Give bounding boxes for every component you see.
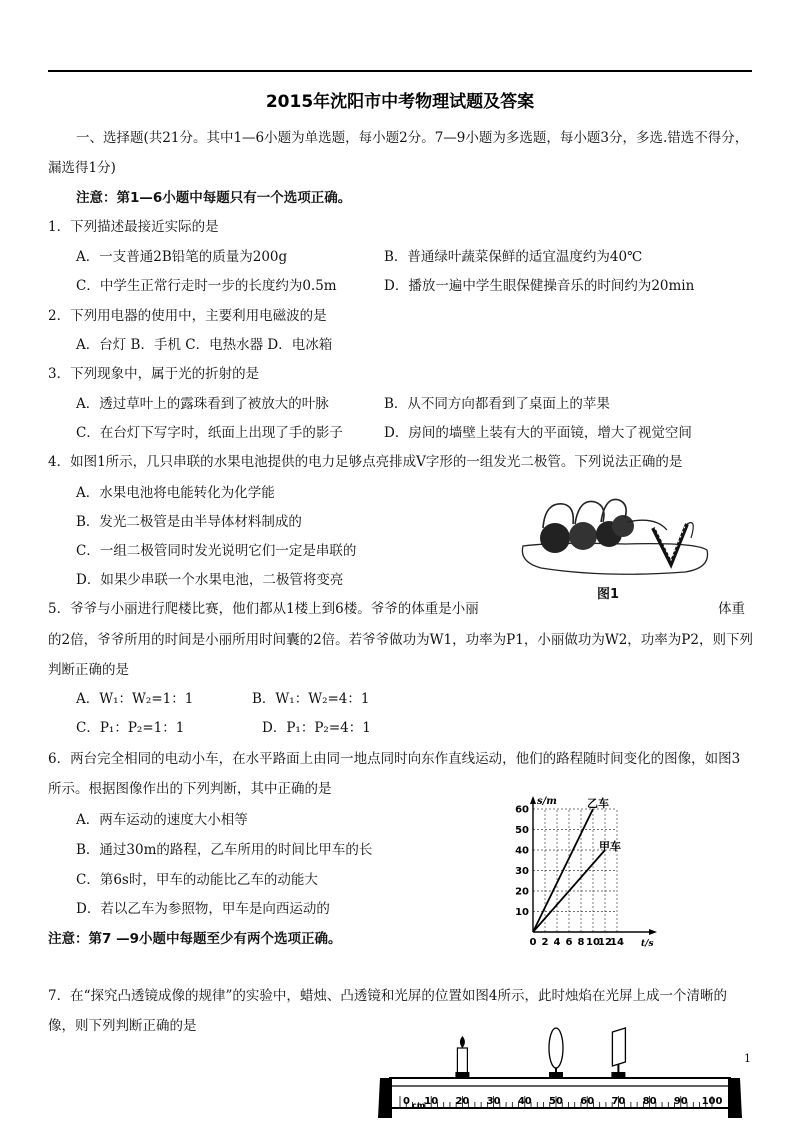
q3-option-b: B．从不同方向都看到了桌面上的苹果	[384, 396, 610, 412]
q3-option-c: C．在台灯下写字时，纸面上出现了手的影子	[76, 425, 343, 441]
q4-option-a: A．水果电池将电能转化为化学能	[76, 485, 275, 501]
lens-holder	[549, 1072, 563, 1079]
ruler-label: 60	[580, 1096, 595, 1107]
light-screen	[612, 1028, 625, 1066]
x-axis-arrow	[649, 929, 657, 935]
q6-option-b: B．通过30m的路程，乙车所用的时间比甲车的长	[76, 842, 373, 858]
q1-stem: 1．下列描述最接近实际的是	[48, 219, 219, 235]
q5-option-c: C．P₁：P₂=1：1	[76, 720, 185, 736]
page-title: 2015年沈阳市中考物理试题及答案	[265, 92, 535, 112]
ruler-unit: cm	[412, 1101, 426, 1110]
q5-option-a: A．W₁：W₂=1：1	[76, 691, 194, 707]
y-tick-label: 50	[515, 825, 529, 836]
ruler-label: 30	[486, 1096, 501, 1107]
q4-option-c: C．一组二极管同时发光说明它们一定是串联的	[76, 543, 357, 559]
q2-stem: 2．下列用电器的使用中，主要利用电磁波的是	[48, 308, 327, 324]
y-tick-label: 20	[515, 886, 529, 898]
x-tick-label: 8	[577, 937, 585, 948]
x-tick-label: 14	[610, 937, 624, 948]
section-intro-cont: 漏选得1分)	[48, 160, 116, 176]
q3-option-a: A．透过草叶上的露珠看到了被放大的叶脉	[76, 396, 329, 412]
screen-holder	[611, 1072, 625, 1079]
q6-stem-line2: 所示。根据图像作出的下列判断，其中正确的是	[48, 781, 332, 797]
y-tick-label: 30	[515, 866, 529, 877]
q3-option-d: D．房间的墙壁上装有大的平面镜，增大了视觉空间	[384, 425, 692, 441]
q5-option-b: B．W₁：W₂=4：1	[252, 691, 370, 707]
q5-stem-line3: 判断正确的是	[48, 662, 129, 678]
x-tick-label: 10	[586, 937, 600, 948]
page-number: 1	[744, 1052, 751, 1065]
st-graph	[505, 792, 665, 952]
series-label: 甲车	[599, 840, 621, 853]
x-tick-label: 12	[598, 937, 612, 948]
ruler-label: 0	[403, 1096, 410, 1107]
header-rule	[48, 70, 752, 72]
q2-options: A．台灯 B．手机 C．电热水器 D．电冰箱	[76, 337, 333, 353]
q6-option-a: A．两车运动的速度大小相等	[76, 812, 248, 828]
section-intro: 一、选择题(共21分。其中1—6小题为单选题，每小题2分。7—9小题为多选题，每小题3分，多选.错选不得分，	[76, 130, 749, 146]
candle	[457, 1048, 467, 1074]
q7-stem-line1: 7．在“探究凸透镜成像的规律”的实验中，蜡烛、凸透镜和光屏的位置如图4所示，此时烛焰在光屏上成一个清晰的	[48, 988, 727, 1004]
x-axis-label: t/s	[641, 939, 654, 949]
candle-holder	[455, 1072, 469, 1079]
fruit-battery-figure	[515, 488, 715, 580]
q4-option-b: B．发光二极管是由半导体材料制成的	[76, 514, 302, 530]
q6-option-c: C．第6s时，甲车的动能比乙车的动能大	[76, 872, 318, 888]
q5-stem-line1: 5．爷爷与小丽进行爬楼比赛，他们都从1楼上到6楼。爷爷的体重是小丽	[48, 601, 479, 617]
q1-option-c: C．中学生正常行走时一步的长度约为0.5m	[76, 278, 337, 294]
q7-stem-line2: 像，则下列判断正确的是	[48, 1018, 197, 1034]
q1-option-a: A．一支普通2B铅笔的质量为200g	[76, 249, 288, 265]
ruler-label: 70	[611, 1096, 626, 1107]
y-tick-label: 60	[515, 804, 529, 816]
y-tick-label: 40	[515, 845, 529, 857]
series-label: 乙车	[587, 797, 609, 810]
x-tick-label: 6	[565, 937, 573, 948]
note-single-choice: 注意：第1—6小题中每题只有一个选项正确。	[76, 190, 352, 206]
ruler-label: 80	[642, 1096, 657, 1107]
q3-stem: 3．下列现象中，属于光的折射的是	[48, 366, 260, 382]
q1-option-d: D．播放一遍中学生眼保健操音乐的时间约为20min	[384, 278, 695, 294]
q5-stem-line1-end: 体重	[718, 601, 745, 617]
ruler-label: 100	[701, 1096, 723, 1107]
q1-option-b: B．普通绿叶蔬菜保鲜的适宜温度约为40℃	[384, 249, 643, 265]
q5-option-d: D．P₁：P₂=4：1	[262, 720, 371, 736]
q4-stem: 4．如图1所示，几只串联的水果电池提供的电力足够点亮排成V字形的一组发光二极管。下列说法正确的是	[48, 454, 683, 470]
q4-option-d: D．如果少串联一个水果电池，二极管将变亮	[76, 572, 344, 588]
convex-lens	[549, 1028, 563, 1068]
y-axis-label: s/m	[537, 796, 557, 807]
bench-right-end	[728, 1078, 742, 1118]
bench-left-end	[378, 1078, 392, 1118]
x-tick-label: 4	[553, 937, 561, 948]
ruler-label: 10	[424, 1096, 439, 1107]
y-axis-arrow	[530, 796, 536, 804]
ruler-label: 20	[455, 1096, 470, 1107]
ruler-label: 50	[549, 1096, 563, 1107]
optical-bench-figure	[376, 1018, 744, 1130]
q6-stem-line1: 6．两台完全相同的电动小车，在水平路面上由同一地点同时向东作直线运动，他们的路程随时间变化的图像，如图3	[48, 751, 741, 767]
y-tick-label: 10	[515, 907, 529, 918]
x-tick-label: 0	[529, 937, 537, 948]
note-multi-choice: 注意：第7 —9小题中每题至少有两个选项正确。	[48, 931, 342, 947]
x-tick-label: 2	[541, 937, 549, 948]
q6-option-d: D．若以乙车为参照物，甲车是向西运动的	[76, 901, 330, 917]
ruler-label: 90	[673, 1096, 688, 1107]
figure1-caption: 图1	[597, 587, 620, 602]
candle-flame	[460, 1036, 465, 1048]
q5-stem-line2: 的2倍，爷爷所用的时间是小丽所用时间囊的2倍。若爷爷做功为W1，功率为P1，小丽做功为W2，功率为P2，则下列	[48, 632, 753, 648]
ruler-label: 40	[517, 1096, 532, 1107]
